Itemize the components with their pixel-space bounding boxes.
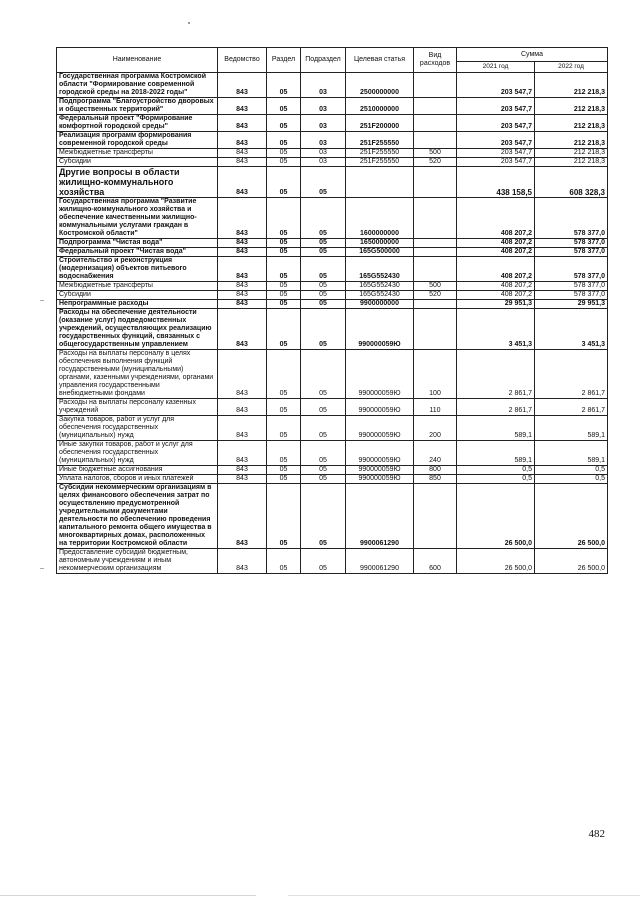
cell-target-article: 165G552430: [346, 282, 414, 291]
cell-sum-2022: 212 218,3: [535, 158, 608, 167]
cell-department: 843: [218, 282, 267, 291]
header-subsection: Подраздел: [301, 48, 346, 73]
cell-subsection: 05: [301, 239, 346, 248]
cell-sum-2021: 0,5: [457, 466, 535, 475]
cell-sum-2021: 408 207,2: [457, 239, 535, 248]
cell-section: 05: [267, 248, 301, 257]
cell-target-article: 251F255550: [346, 158, 414, 167]
cell-subsection: 05: [301, 399, 346, 416]
header-year-2022: 2022 год: [535, 62, 608, 73]
cell-expense-type: 520: [414, 291, 457, 300]
cell-target-article: 990000059Ю: [346, 309, 414, 350]
cell-target-article: 251F255550: [346, 149, 414, 158]
cell-sum-2022: 578 377,0: [535, 291, 608, 300]
cell-section: 05: [267, 149, 301, 158]
cell-section: 05: [267, 399, 301, 416]
table-row: [57, 149, 608, 158]
cell-target-article: 990000059Ю: [346, 416, 414, 441]
header-year-2021: 2021 год: [457, 62, 535, 73]
cell-department: 843: [218, 98, 267, 115]
cell-sum-2021: 408 207,2: [457, 257, 535, 282]
cell-name: Субсидии некоммерческим организациям в целях финансового обеспечения затрат по осуществлению предусмотренной учредительными документами деятельности по обеспечению проведения капитального ремонта общего имущества в многоквартирных домах, расположенных на территории Костромской области: [57, 484, 218, 549]
cell-expense-type: 600: [414, 549, 457, 574]
cell-sum-2021: 408 207,2: [457, 291, 535, 300]
cell-department: 843: [218, 416, 267, 441]
cell-expense-type: 520: [414, 158, 457, 167]
table-header: [57, 48, 608, 73]
cell-expense-type: [414, 115, 457, 132]
cell-section: 05: [267, 73, 301, 98]
cell-department: 843: [218, 309, 267, 350]
cell-target-article: 9900061290: [346, 549, 414, 574]
cell-sum-2021: 29 951,3: [457, 300, 535, 309]
cell-expense-type: 500: [414, 282, 457, 291]
table-row: [57, 73, 608, 98]
cell-name: Расходы на выплаты персоналу казенных учреждений: [57, 399, 218, 416]
cell-sum-2022: 0,5: [535, 466, 608, 475]
cell-sum-2021: 408 207,2: [457, 198, 535, 239]
cell-sum-2022: 578 377,0: [535, 239, 608, 248]
header-department: Ведомство: [218, 48, 267, 73]
table-row: [57, 475, 608, 484]
cell-department: 843: [218, 300, 267, 309]
cell-expense-type: 200: [414, 416, 457, 441]
cell-subsection: 05: [301, 475, 346, 484]
header-name: Наименование: [57, 48, 218, 73]
cell-section: 05: [267, 282, 301, 291]
cell-sum-2021: 589,1: [457, 441, 535, 466]
cell-department: 843: [218, 167, 267, 198]
cell-subsection: 05: [301, 257, 346, 282]
cell-name: Субсидии: [57, 158, 218, 167]
cell-target-article: 165G552430: [346, 257, 414, 282]
scan-edge-line: [0, 895, 640, 896]
cell-section: 05: [267, 115, 301, 132]
cell-sum-2021: 26 500,0: [457, 549, 535, 574]
cell-subsection: 03: [301, 73, 346, 98]
cell-department: 843: [218, 73, 267, 98]
cell-section: 05: [267, 257, 301, 282]
cell-sum-2021: 203 547,7: [457, 98, 535, 115]
cell-name: Межбюджетные трансферты: [57, 149, 218, 158]
cell-expense-type: 100: [414, 350, 457, 399]
cell-expense-type: [414, 132, 457, 149]
cell-expense-type: 110: [414, 399, 457, 416]
cell-name: Иные закупки товаров, работ и услуг для обеспечения государственных (муниципальных) нужд: [57, 441, 218, 466]
table-row: [57, 98, 608, 115]
cell-name: Межбюджетные трансферты: [57, 282, 218, 291]
table-row: [57, 399, 608, 416]
cell-sum-2021: 589,1: [457, 416, 535, 441]
cell-name: Непрограммные расходы: [57, 300, 218, 309]
cell-section: 05: [267, 466, 301, 475]
cell-department: 843: [218, 248, 267, 257]
cell-department: 843: [218, 115, 267, 132]
cell-subsection: 03: [301, 98, 346, 115]
cell-sum-2022: 0,5: [535, 475, 608, 484]
cell-sum-2021: 2 861,7: [457, 399, 535, 416]
cell-sum-2021: 0,5: [457, 475, 535, 484]
cell-sum-2021: 438 158,5: [457, 167, 535, 198]
cell-sum-2021: 26 500,0: [457, 484, 535, 549]
cell-sum-2021: 3 451,3: [457, 309, 535, 350]
cell-name: Подпрограмма "Чистая вода": [57, 239, 218, 248]
cell-sum-2021: 408 207,2: [457, 248, 535, 257]
cell-target-article: 165G552430: [346, 291, 414, 300]
cell-subsection: 05: [301, 300, 346, 309]
cell-sum-2022: 2 861,7: [535, 399, 608, 416]
cell-section: 05: [267, 350, 301, 399]
cell-section: 05: [267, 291, 301, 300]
cell-name: Строительство и реконструкция (модернизация) объектов питьевого водоснабжения: [57, 257, 218, 282]
cell-expense-type: [414, 73, 457, 98]
cell-name: Иные бюджетные ассигнования: [57, 466, 218, 475]
cell-subsection: 05: [301, 309, 346, 350]
cell-subsection: 05: [301, 549, 346, 574]
cell-target-article: 990000059Ю: [346, 399, 414, 416]
cell-section: 05: [267, 475, 301, 484]
cell-name: Государственная программа "Развитие жилищно-коммунального хозяйства и обеспечение качественными жилищно-коммунальными услугами граждан в Костромской области": [57, 198, 218, 239]
cell-target-article: 990000059Ю: [346, 350, 414, 399]
cell-sum-2022: 608 328,3: [535, 167, 608, 198]
cell-name: Расходы на выплаты персоналу в целях обеспечения выполнения функций государственными (муниципальными) органами, казенными учреждениями, органами управления государственными внебюджетными фондами: [57, 350, 218, 399]
cell-sum-2021: 203 547,7: [457, 115, 535, 132]
cell-target-article: 251F255550: [346, 132, 414, 149]
cell-target-article: 9900000000: [346, 300, 414, 309]
cell-subsection: 03: [301, 115, 346, 132]
table-row: [57, 132, 608, 149]
scan-mark: [40, 300, 44, 301]
cell-department: 843: [218, 466, 267, 475]
cell-department: 843: [218, 484, 267, 549]
cell-expense-type: [414, 198, 457, 239]
table-row: [57, 291, 608, 300]
cell-section: 05: [267, 158, 301, 167]
cell-name: Расходы на обеспечение деятельности (оказание услуг) подведомственных учреждений, осуществляющих реализацию государственных функций, связанных с общегосударственным управлением: [57, 309, 218, 350]
cell-expense-type: [414, 309, 457, 350]
cell-name: Уплата налогов, сборов и иных платежей: [57, 475, 218, 484]
header-section: Раздел: [267, 48, 301, 73]
cell-name: Федеральный проект "Чистая вода": [57, 248, 218, 257]
cell-sum-2022: 578 377,0: [535, 198, 608, 239]
header-sum: Сумма: [457, 48, 608, 62]
cell-department: 843: [218, 350, 267, 399]
cell-target-article: 1600000000: [346, 198, 414, 239]
cell-subsection: 03: [301, 132, 346, 149]
cell-name: Другие вопросы в области жилищно-коммунального хозяйства: [57, 167, 218, 198]
table-row: [57, 416, 608, 441]
cell-subsection: 05: [301, 416, 346, 441]
cell-subsection: 05: [301, 167, 346, 198]
cell-sum-2022: 2 861,7: [535, 350, 608, 399]
cell-name: Реализация программ формирования современной городской среды: [57, 132, 218, 149]
cell-subsection: 05: [301, 248, 346, 257]
cell-section: 05: [267, 416, 301, 441]
cell-sum-2022: 578 377,0: [535, 257, 608, 282]
cell-subsection: 05: [301, 282, 346, 291]
cell-expense-type: [414, 167, 457, 198]
cell-section: 05: [267, 300, 301, 309]
cell-sum-2022: 589,1: [535, 441, 608, 466]
cell-sum-2022: 212 218,3: [535, 98, 608, 115]
cell-section: 05: [267, 167, 301, 198]
cell-sum-2022: 578 377,0: [535, 282, 608, 291]
table-row: [57, 158, 608, 167]
cell-section: 05: [267, 309, 301, 350]
scan-speck: [188, 22, 190, 24]
table-row: [57, 300, 608, 309]
cell-target-article: 9900061290: [346, 484, 414, 549]
cell-sum-2022: 26 500,0: [535, 484, 608, 549]
cell-section: 05: [267, 132, 301, 149]
table-body: [57, 73, 608, 574]
cell-department: 843: [218, 399, 267, 416]
cell-sum-2021: 203 547,7: [457, 149, 535, 158]
table-row: [57, 239, 608, 248]
cell-section: 05: [267, 441, 301, 466]
cell-subsection: 05: [301, 198, 346, 239]
cell-subsection: 03: [301, 149, 346, 158]
cell-name: Государственная программа Костромской области "Формирование современной городской среды на 2018-2022 годы": [57, 73, 218, 98]
table-row: [57, 248, 608, 257]
cell-department: 843: [218, 239, 267, 248]
cell-sum-2022: 26 500,0: [535, 549, 608, 574]
table-row: [57, 167, 608, 198]
page-number: 482: [588, 828, 605, 840]
cell-expense-type: 800: [414, 466, 457, 475]
cell-name: Закупка товаров, работ и услуг для обеспечения государственных (муниципальных) нужд: [57, 416, 218, 441]
cell-sum-2021: 203 547,7: [457, 132, 535, 149]
cell-sum-2021: 2 861,7: [457, 350, 535, 399]
table-row: [57, 350, 608, 399]
cell-section: 05: [267, 98, 301, 115]
cell-department: 843: [218, 475, 267, 484]
cell-section: 05: [267, 239, 301, 248]
cell-sum-2021: 203 547,7: [457, 73, 535, 98]
cell-expense-type: [414, 484, 457, 549]
cell-department: 843: [218, 158, 267, 167]
table-row: [57, 549, 608, 574]
cell-subsection: 05: [301, 441, 346, 466]
table-row: [57, 282, 608, 291]
cell-department: 843: [218, 198, 267, 239]
cell-subsection: 05: [301, 466, 346, 475]
cell-target-article: 990000059Ю: [346, 441, 414, 466]
table-row: [57, 441, 608, 466]
cell-expense-type: [414, 98, 457, 115]
cell-name: Подпрограмма "Благоустройство дворовых и общественных территорий": [57, 98, 218, 115]
cell-name: Федеральный проект "Формирование комфортной городской среды": [57, 115, 218, 132]
header-target-article: Целевая статья: [346, 48, 414, 73]
cell-target-article: 990000059Ю: [346, 466, 414, 475]
cell-department: 843: [218, 441, 267, 466]
cell-sum-2021: 203 547,7: [457, 158, 535, 167]
cell-sum-2022: 212 218,3: [535, 149, 608, 158]
table-row: [57, 466, 608, 475]
header-expense-type: Вид расходов: [414, 48, 457, 73]
cell-name: Субсидии: [57, 291, 218, 300]
cell-sum-2022: 212 218,3: [535, 73, 608, 98]
cell-target-article: [346, 167, 414, 198]
cell-expense-type: [414, 257, 457, 282]
table-row: [57, 484, 608, 549]
cell-sum-2022: 589,1: [535, 416, 608, 441]
cell-name: Предоставление субсидий бюджетным, автономным учреждениям и иным некоммерческим организациям: [57, 549, 218, 574]
table-row: [57, 115, 608, 132]
cell-department: 843: [218, 549, 267, 574]
cell-expense-type: [414, 239, 457, 248]
cell-department: 843: [218, 149, 267, 158]
cell-expense-type: 240: [414, 441, 457, 466]
cell-sum-2022: 212 218,3: [535, 132, 608, 149]
cell-target-article: 2500000000: [346, 73, 414, 98]
scan-mark: [40, 568, 44, 569]
cell-sum-2022: 3 451,3: [535, 309, 608, 350]
cell-expense-type: 850: [414, 475, 457, 484]
cell-section: 05: [267, 198, 301, 239]
cell-section: 05: [267, 484, 301, 549]
cell-section: 05: [267, 549, 301, 574]
cell-subsection: 03: [301, 158, 346, 167]
cell-target-article: 2510000000: [346, 98, 414, 115]
cell-target-article: 1650000000: [346, 239, 414, 248]
cell-sum-2022: 212 218,3: [535, 115, 608, 132]
table-row: [57, 309, 608, 350]
cell-department: 843: [218, 132, 267, 149]
cell-department: 843: [218, 257, 267, 282]
cell-expense-type: [414, 248, 457, 257]
cell-target-article: 251F200000: [346, 115, 414, 132]
cell-expense-type: 500: [414, 149, 457, 158]
table-row: [57, 198, 608, 239]
cell-sum-2021: 408 207,2: [457, 282, 535, 291]
cell-subsection: 05: [301, 291, 346, 300]
cell-department: 843: [218, 291, 267, 300]
cell-subsection: 05: [301, 484, 346, 549]
budget-table: [56, 47, 608, 574]
cell-sum-2022: 29 951,3: [535, 300, 608, 309]
cell-target-article: 165G500000: [346, 248, 414, 257]
cell-sum-2022: 578 377,0: [535, 248, 608, 257]
table-row: [57, 257, 608, 282]
cell-subsection: 05: [301, 350, 346, 399]
cell-expense-type: [414, 300, 457, 309]
cell-target-article: 990000059Ю: [346, 475, 414, 484]
